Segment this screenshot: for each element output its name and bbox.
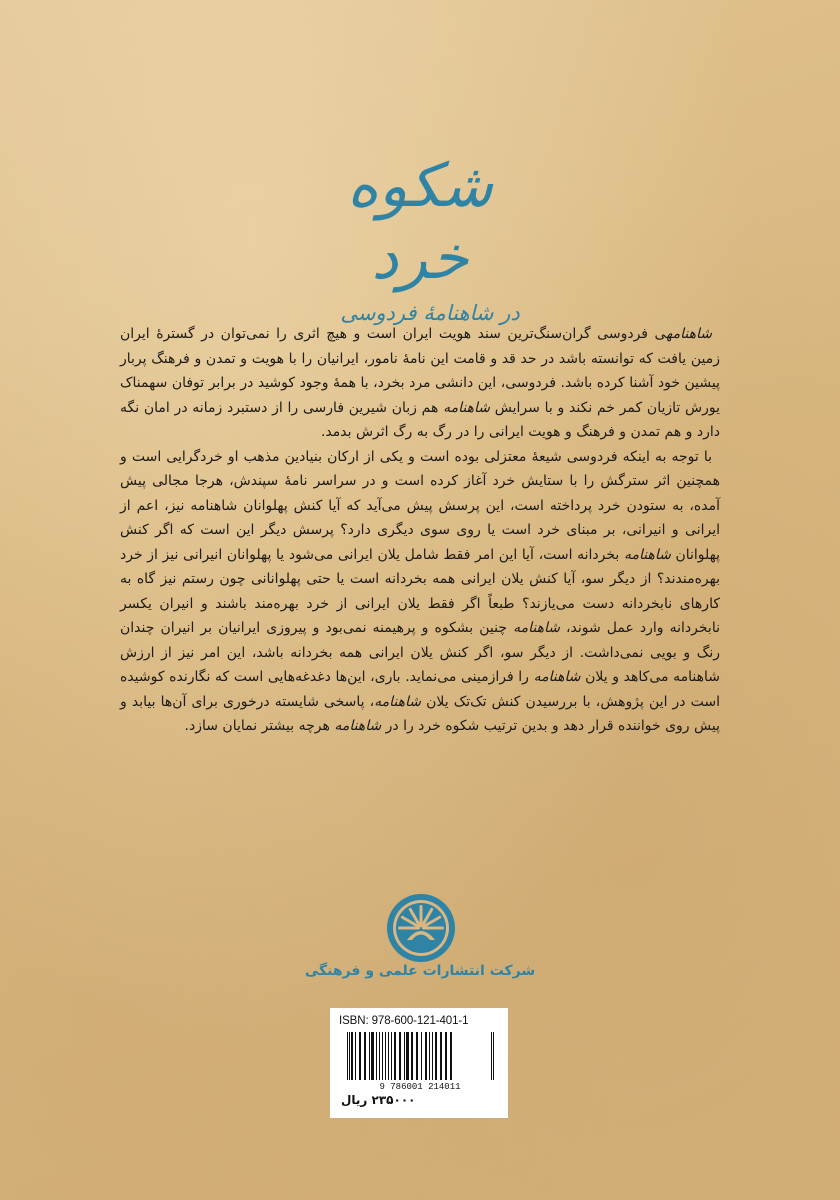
book-name-mention: شاهنامه bbox=[374, 693, 422, 710]
barcode-bar bbox=[411, 1032, 413, 1080]
barcode-digits: 9 786001 214011 bbox=[379, 1082, 461, 1090]
blurb-text: بخردانه است، آیا این امر فقط شامل یلان ایرانی می‌شود یا پهلوانان انیرانی نیز از خرد بهره‌مندند؟ از دیگر سو، آیا کنش یلان ایرانی همه بخردانه است یا حتی پهلوانانی چون رستم نیز گاه به کارهای نابخردانه دست می‌یازند؟ طبعاً اگر فقط یلان ایرانی از خرد بهره‌مند باشند و انیران یکسر نابخردانه وارد عمل شوند، bbox=[120, 546, 720, 636]
price-label: ۲۳۵۰۰۰ ریال bbox=[341, 1093, 416, 1107]
blurb-text: ، پاسخی شایسته درخوری برای آن‌ها بیابد و پیش روی خواننده قرار دهد و بدین ترتیب شکوه خرد را در bbox=[120, 693, 720, 734]
barcode-bar bbox=[406, 1032, 409, 1080]
isbn-text: ISBN: 978-600-121-401-1 bbox=[339, 1015, 469, 1027]
title-calligraphy bbox=[320, 150, 520, 325]
barcode-bar bbox=[445, 1032, 447, 1080]
barcode-bar bbox=[349, 1032, 350, 1080]
barcode-bar bbox=[394, 1032, 396, 1080]
book-name-mention: شاهنامه bbox=[334, 718, 382, 734]
blurb-text: ی فردوسی گران‌سنگ‌ترین سند هویت ایران است و هیچ اثری را نمی‌توان در گسترهٔ ایران زمین یافت که توانسته باشد در حد قد و قامت این نامهٔ نامور، ایرانیان را با هویت و تمدن و فرهنگ پربار پیشین خود آشنا کرده باشد. فردوسی، این دانشی مرد بخرد، با همهٔ وجود کوشید در برابر توفان سهمناک یورش تازیان کمر خم نکند و با سرایش bbox=[120, 326, 721, 416]
book-name-mention: شاهنامه bbox=[666, 326, 712, 342]
barcode-bar bbox=[435, 1032, 437, 1080]
barcode-bar bbox=[416, 1032, 418, 1080]
book-title: شکوه خرد bbox=[347, 151, 493, 293]
book-name-mention: شاهنامه bbox=[513, 620, 560, 636]
barcode-bar bbox=[364, 1032, 366, 1080]
barcode-bar bbox=[388, 1032, 389, 1080]
barcode-bar bbox=[359, 1032, 361, 1080]
blurb-text: را فرازمینی می‌نماید. باری، این‌ها دغدغه‌هایی است که نگارنده کوشیده است در این پژوهش، با بررسیدن کنش تک‌تک یلان bbox=[120, 669, 720, 710]
publisher-logo-icon bbox=[385, 892, 457, 964]
barcode-bar bbox=[399, 1032, 401, 1080]
barcode-bar bbox=[404, 1032, 405, 1080]
book-subtitle: در شاهنامهٔ فردوسی bbox=[340, 301, 520, 325]
barcode-bar bbox=[421, 1032, 422, 1080]
barcode-bar bbox=[369, 1032, 370, 1080]
blurb-text: با توجه به اینکه فردوسی شیعهٔ معتزلی بوده است و یکی از ارکان بنیادین مذهب او خردگرایی است و همچنین اثر سترگش را با ستایش خرد آغاز کرده است و در سراسر نامهٔ سپندش، هرجا مجالی پیش آمده، به ستودن خرد پرداخته است، این پرسش پیش می‌آید که آیا کنش پهلوانان شاهنامه نیز، اعم از ایرانی و انیرانی، بر مبنای خرد است یا روی سوی دیگری دارد؟ پرسش دیگر این است که اگر کنش پهلوانان bbox=[120, 448, 721, 563]
blurb-text: هرچه بیشتر نمایان سازد. bbox=[184, 718, 335, 734]
barcode-bar bbox=[429, 1032, 430, 1080]
blurb-text: چنین بشکوه و پرهیمنه نمی‌بود و پیروزی ایرانیان بر انیران چندان رنگ و بویی نمی‌داشت. از دیگر سو، اگر کنش یلان ایرانی همه بخردانه باشد، این امر نیز از ارزش شاهنامه می‌کاهد و یلان bbox=[120, 620, 720, 685]
barcode-bar bbox=[432, 1032, 433, 1080]
barcode-label bbox=[330, 1008, 508, 1118]
barcode-bar bbox=[493, 1032, 494, 1080]
barcode-bar bbox=[355, 1032, 356, 1080]
blurb-paragraph bbox=[120, 445, 720, 739]
book-name-mention: شاهنامه bbox=[623, 546, 671, 563]
back-cover-blurb bbox=[120, 322, 720, 739]
barcode-bar bbox=[491, 1032, 492, 1080]
barcode-bar bbox=[376, 1032, 377, 1080]
book-name-mention: شاهنامه bbox=[533, 669, 581, 685]
barcode-icon bbox=[339, 1032, 501, 1090]
barcode-bar bbox=[385, 1032, 386, 1080]
barcode-bar bbox=[371, 1032, 374, 1080]
barcode-bar bbox=[347, 1032, 348, 1080]
blurb-paragraph bbox=[120, 322, 720, 445]
barcode-bar bbox=[425, 1032, 427, 1080]
barcode-bar bbox=[351, 1032, 353, 1080]
blurb-text: هم زبان شیرین فارسی را از دستبرد زمانه در امان نگه دارد و هم تمدن و فرهنگ و هویت ایرانی را در رگ به رگ اثرش بدمد. bbox=[120, 399, 720, 440]
publisher-name: شرکت انتشارات علمی و فرهنگی bbox=[304, 963, 536, 979]
barcode-bar bbox=[440, 1032, 442, 1080]
book-name-mention: شاهنامه bbox=[443, 399, 491, 416]
barcode-bar bbox=[379, 1032, 380, 1080]
barcode-bar bbox=[382, 1032, 383, 1080]
barcode-bar bbox=[450, 1032, 452, 1080]
barcode-bar bbox=[391, 1032, 392, 1080]
